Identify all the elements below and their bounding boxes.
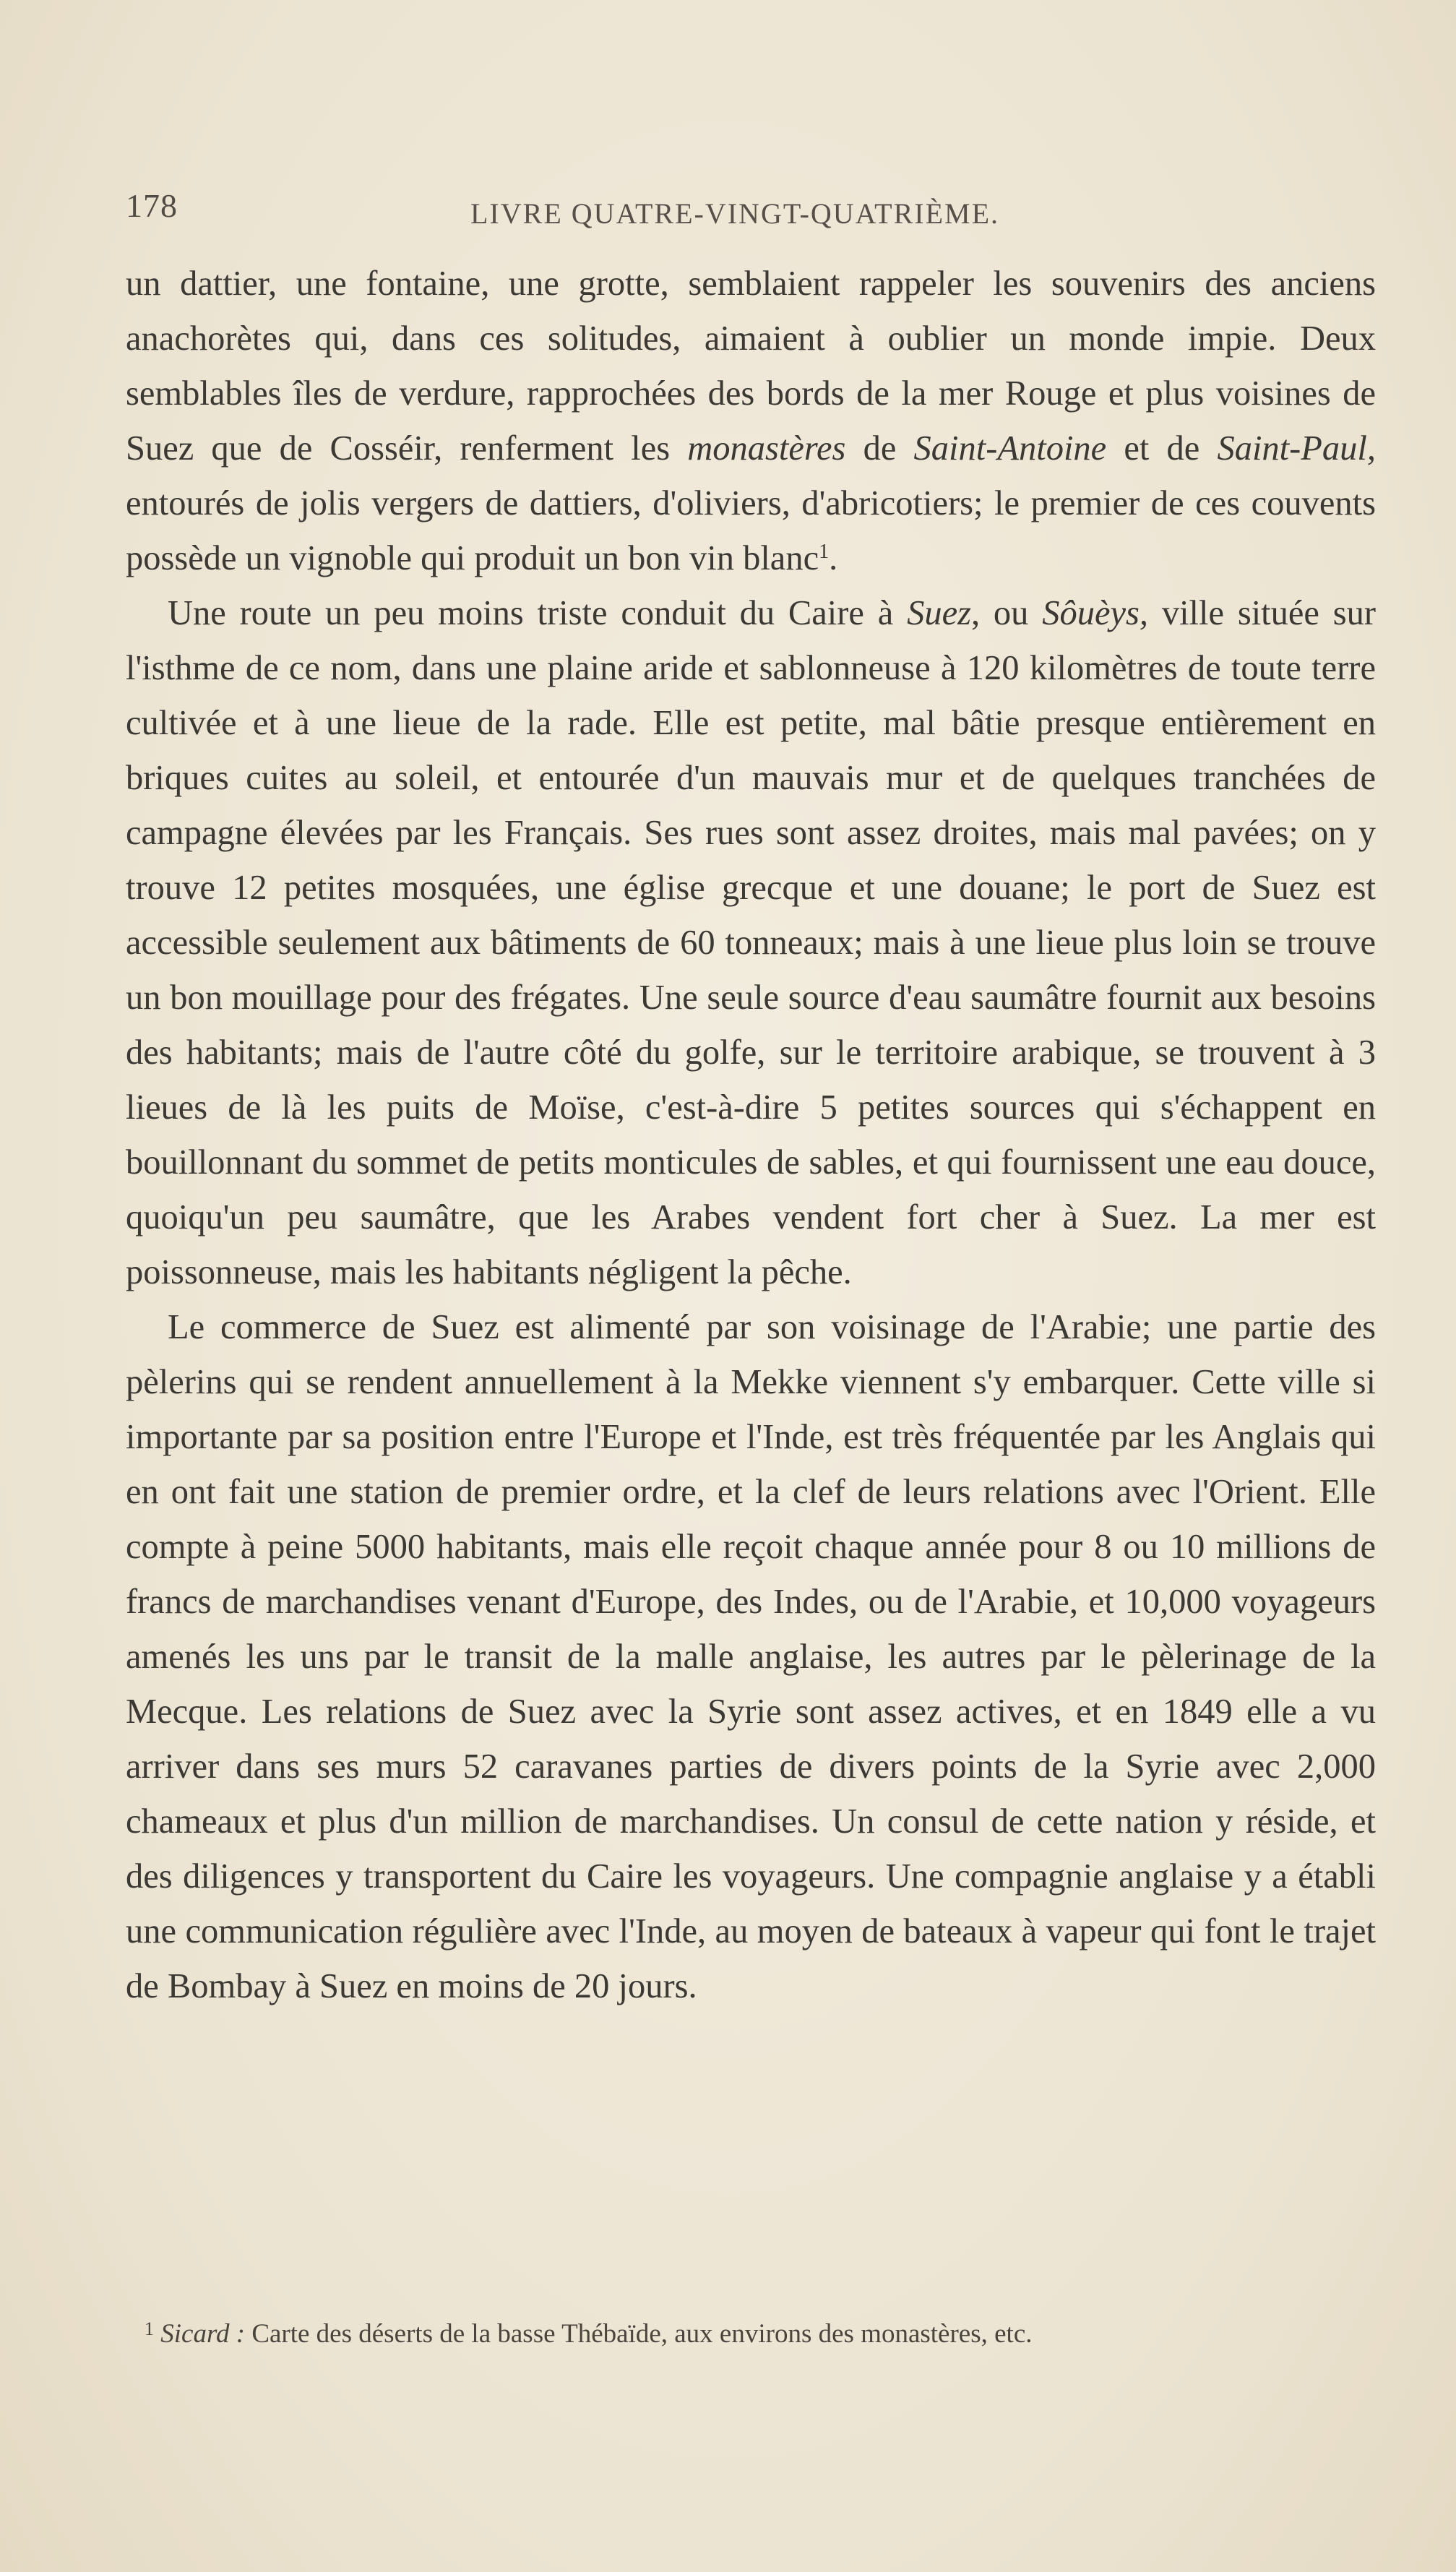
p2-italic-suez: Suez [907, 594, 971, 632]
p2-text-3: ville située sur l'isthme de ce nom, dans une plaine aride et sablonneuse à 120 kilomètres de toute terre cultivée et à une lieue de la rade. Elle est petite, mal bâtie presque entièrement en briques cuites au soleil, et entourée d'un mauvais mur et de quelques tranchées de campagne élevées par les Français. Ses rues sont assez droites, mais mal pavées; on y trouve 12 petites mosquées, une église grecque et une douane; le port de Suez est accessible seulement aux bâtiments de 60 tonneaux; mais à une lieue plus loin se trouve un bon mouillage pour des frégates. Une seule source d'eau saumâtre fournit aux besoins des habitants; mais de l'autre côté du golfe, sur le territoire arabique, se trouvent à 3 lieues de là les puits de Moïse, c'est-à-dire 5 petites sources qui s'échappent en bouillonnant du sommet de petits monticules de sables, et qui fournissent une eau douce, quoiqu'un peu saumâtre, que les Arabes vendent fort cher à Suez. La mer est poissonneuse, mais les habitants négligent la pêche. [126, 594, 1377, 1291]
paragraph-3 [126, 1300, 1376, 2014]
page-header [126, 186, 1361, 237]
p1-text-2: de [845, 429, 914, 468]
p1-text-5: . [829, 539, 838, 577]
running-title: LIVRE QUATRE-VINGT-QUATRIÈME. [470, 197, 1000, 230]
paragraph-2 [126, 586, 1376, 1300]
p1-text-3: et de [1106, 429, 1218, 468]
footnote-mark: 1 [145, 2318, 154, 2339]
footnote [145, 2311, 1373, 2352]
paragraph-1 [126, 257, 1376, 586]
footnote-author: Sicard : [160, 2319, 246, 2349]
page-number: 178 [126, 187, 178, 224]
footnote-text: Carte des déserts de la basse Thébaïde, aux environs des monastères, etc. [245, 2319, 1033, 2349]
p3-text-1: Le commerce de Suez est alimenté par son voisinage de l'Arabie; une partie des pèlerins qui se rendent annuellement à la Mekke viennent s'y embarquer. Cette ville si importante par sa position entre l'Europe et l'Inde, est très fréquentée par les Anglais qui en ont fait une station de premier ordre, et la clef de leurs relations avec l'Orient. Elle compte à peine 5000 habitants, mais elle reçoit chaque année pour 8 ou 10 millions de francs de marchandises venant d'Europe, des Indes, ou de l'Arabie, et 10,000 voyageurs amenés les uns par le transit de la malle anglaise, les autres par le pèlerinage de la Mecque. Les relations de Suez avec la Syrie sont assez actives, et en 1849 elle a vu arriver dans ses murs 52 caravanes parties de divers points de la Syrie avec 2,000 chameaux et plus d'un million de marchandises. Un consul de cette nation y réside, et des diligences y transportent du Caire les voyageurs. Une compagnie anglaise y a établi une communication régulière avec l'Inde, au moyen de bateaux à vapeur qui font le trajet de Bombay à Suez en moins de 20 jours. [126, 1308, 1376, 2005]
p1-italic-saint-antoine: Saint-Antoine [913, 429, 1107, 468]
p2-italic-soueys: Sôuèys, [1042, 594, 1149, 632]
p2-text-1: Une route un peu moins triste conduit du Caire à [168, 594, 908, 632]
footnote-reference: 1 [819, 541, 830, 563]
body-text [126, 257, 1376, 2014]
p1-text-1: un dattier, une fontaine, une grotte, semblaient rappeler les souvenirs des anciens anachorètes qui, dans ces solitudes, aimaient à oublier un monde impie. Deux semblables îles de verdure, rapprochées des bords de la mer Rouge et plus voisines de Suez que de Cosséir, renferment les [126, 264, 1376, 468]
p1-italic-monasteres: monastères [687, 429, 846, 468]
p2-text-2: , ou [970, 594, 1043, 632]
p1-text-4: entourés de jolis vergers de dattiers, d'oliviers, d'abricotiers; le premier de ces couvents possède un vignoble qui produit un bon vin blanc [126, 484, 1376, 577]
p1-italic-saint-paul: Saint-Paul, [1217, 429, 1377, 468]
